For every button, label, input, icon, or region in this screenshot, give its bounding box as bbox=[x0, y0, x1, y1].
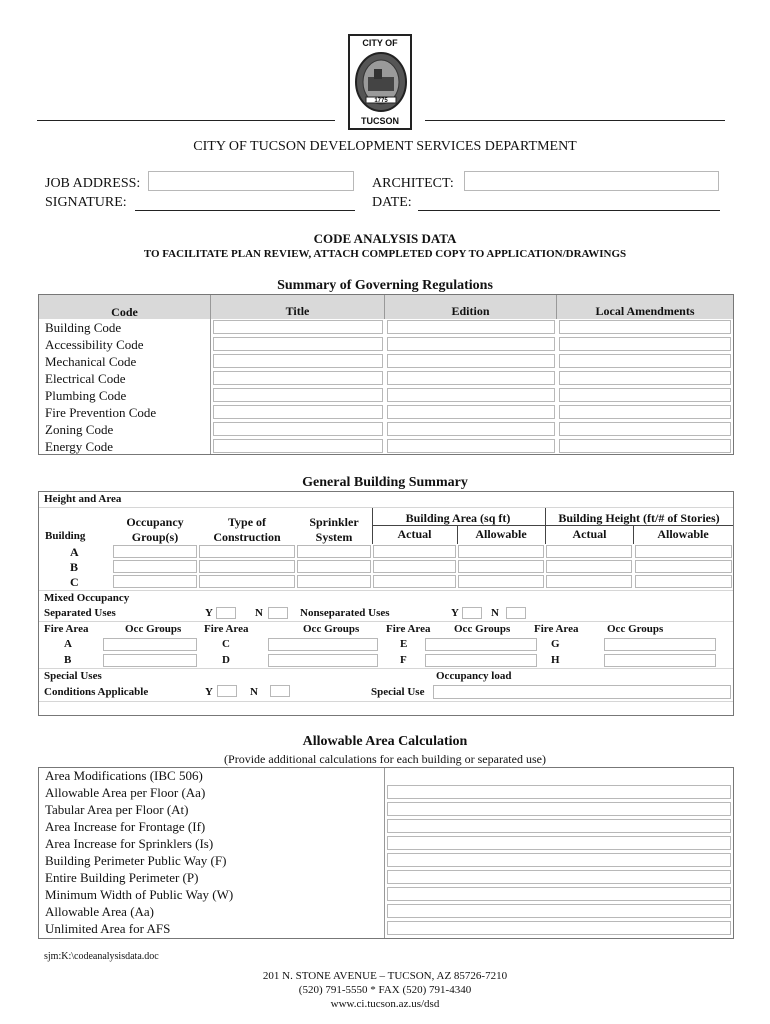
form-title: CODE ANALYSIS DATA bbox=[313, 231, 457, 246]
row-divider bbox=[39, 701, 733, 702]
regulations-heading: Summary of Governing Regulations bbox=[277, 278, 493, 293]
reg-edition-field[interactable] bbox=[387, 439, 555, 453]
reg-edition-field[interactable] bbox=[387, 405, 555, 419]
height-allowable: Allowable bbox=[657, 527, 709, 541]
occ-groups-col-2: Occ Groups bbox=[303, 623, 360, 635]
reg-row-label: Building Code bbox=[45, 320, 122, 335]
reg-title-field[interactable] bbox=[213, 422, 383, 436]
allowable-value-field[interactable] bbox=[387, 870, 731, 884]
fire-area-a-field[interactable] bbox=[103, 638, 197, 651]
fire-area-letter: G bbox=[551, 638, 560, 650]
conditions-y-label: Y bbox=[205, 686, 213, 698]
fire-area-b-field[interactable] bbox=[103, 654, 197, 667]
reg-row-label: Electrical Code bbox=[45, 371, 126, 386]
separated-n-label: N bbox=[255, 607, 263, 619]
fire-area-letter: A bbox=[64, 638, 72, 650]
fire-area-letter: C bbox=[222, 638, 230, 650]
col-system: System bbox=[315, 530, 353, 544]
row-divider bbox=[39, 621, 733, 622]
reg-edition-field[interactable] bbox=[387, 388, 555, 402]
city-seal-logo bbox=[348, 34, 412, 130]
area-allowable-field[interactable] bbox=[458, 575, 544, 588]
construction-field[interactable] bbox=[199, 575, 295, 588]
reg-title-field[interactable] bbox=[213, 371, 383, 385]
reg-amendment-field[interactable] bbox=[559, 320, 731, 334]
allowable-row-label: Minimum Width of Public Way (W) bbox=[45, 887, 234, 902]
area-allowable: Allowable bbox=[475, 527, 527, 541]
fire-area-h-field[interactable] bbox=[604, 654, 716, 667]
fire-area-col-1: Fire Area bbox=[44, 623, 89, 635]
reg-amendment-field[interactable] bbox=[559, 422, 731, 436]
reg-title-field[interactable] bbox=[213, 320, 383, 334]
file-reference: sjm:K:\codeanalysisdata.doc bbox=[44, 951, 159, 962]
reg-edition-field[interactable] bbox=[387, 371, 555, 385]
sprinkler-field[interactable] bbox=[297, 560, 371, 573]
special-use-label: Special Use bbox=[371, 686, 425, 698]
height-allowable-field[interactable] bbox=[635, 575, 732, 588]
job-address-field[interactable] bbox=[148, 171, 354, 191]
col-sprinkler: Sprinkler bbox=[309, 515, 359, 529]
allowable-value-field[interactable] bbox=[387, 904, 731, 918]
logo-rule-right bbox=[425, 120, 725, 121]
building-row-label: B bbox=[70, 560, 79, 574]
allowable-row-label: Tabular Area per Floor (At) bbox=[45, 802, 189, 817]
date-label: DATE: bbox=[372, 195, 412, 210]
area-actual: Actual bbox=[397, 527, 432, 541]
allowable-row-label: Area Increase for Sprinklers (Is) bbox=[45, 836, 214, 851]
fire-area-letter: F bbox=[400, 654, 407, 666]
area-actual-field[interactable] bbox=[373, 575, 456, 588]
allowable-row-label: Building Perimeter Public Way (F) bbox=[45, 853, 227, 868]
reg-row-label: Plumbing Code bbox=[45, 388, 127, 403]
reg-col-edition: Edition bbox=[451, 304, 490, 318]
footer-website[interactable]: www.ci.tucson.az.us/dsd bbox=[330, 998, 440, 1010]
sprinkler-field[interactable] bbox=[297, 545, 371, 558]
height-allowable-field[interactable] bbox=[635, 545, 732, 558]
special-use-field[interactable] bbox=[433, 685, 731, 699]
fire-area-col-3: Fire Area bbox=[386, 623, 431, 635]
reg-row-label: Fire Prevention Code bbox=[45, 405, 157, 420]
reg-amendment-field[interactable] bbox=[559, 405, 731, 419]
reg-edition-field[interactable] bbox=[387, 320, 555, 334]
height-actual-field[interactable] bbox=[546, 575, 632, 588]
height-allowable-field[interactable] bbox=[635, 560, 732, 573]
row-divider bbox=[39, 668, 733, 669]
sprinkler-field[interactable] bbox=[297, 575, 371, 588]
fire-area-d-field[interactable] bbox=[268, 654, 378, 667]
reg-edition-field[interactable] bbox=[387, 422, 555, 436]
reg-title-field[interactable] bbox=[213, 337, 383, 351]
building-row-label: A bbox=[70, 545, 79, 559]
fire-area-c-field[interactable] bbox=[268, 638, 378, 651]
logo-rule-left bbox=[37, 120, 335, 121]
reg-col-code: Code bbox=[111, 305, 138, 319]
building-row-label: C bbox=[70, 575, 79, 589]
reg-amendment-field[interactable] bbox=[559, 388, 731, 402]
reg-row-label: Zoning Code bbox=[45, 422, 114, 437]
col-building: Building bbox=[45, 530, 86, 542]
occupancy-field[interactable] bbox=[113, 560, 197, 573]
reg-title-field[interactable] bbox=[213, 405, 383, 419]
reg-col-title: Title bbox=[285, 304, 310, 318]
separated-no-checkbox[interactable] bbox=[268, 607, 288, 619]
fire-area-letter: B bbox=[64, 654, 72, 666]
architect-field[interactable] bbox=[464, 171, 719, 191]
nonseparated-no-checkbox[interactable] bbox=[506, 607, 526, 619]
fire-area-g-field[interactable] bbox=[604, 638, 716, 651]
allowable-value-field[interactable] bbox=[387, 921, 731, 935]
logo-top-text: CITY OF bbox=[362, 38, 398, 48]
fire-area-letter: E bbox=[400, 638, 408, 650]
allowable-row-label: Area Modifications (IBC 506) bbox=[45, 768, 203, 783]
signature-line[interactable] bbox=[135, 210, 355, 211]
building-heading: General Building Summary bbox=[302, 475, 468, 490]
col-construction: Construction bbox=[213, 530, 281, 544]
occupancy-field[interactable] bbox=[113, 575, 197, 588]
allowable-value-field[interactable] bbox=[387, 802, 731, 816]
signature-label: SIGNATURE: bbox=[45, 195, 127, 210]
reg-col-amendments: Local Amendments bbox=[595, 304, 695, 318]
conditions-no-checkbox[interactable] bbox=[270, 685, 290, 697]
header-divider bbox=[372, 525, 733, 526]
occ-groups-col-1: Occ Groups bbox=[125, 623, 182, 635]
fire-area-col-4: Fire Area bbox=[534, 623, 579, 635]
area-actual-field[interactable] bbox=[373, 560, 456, 573]
nonseparated-uses-label: Nonseparated Uses bbox=[300, 607, 390, 619]
reg-amendment-field[interactable] bbox=[559, 371, 731, 385]
occ-groups-col-4: Occ Groups bbox=[607, 623, 664, 635]
construction-field[interactable] bbox=[199, 560, 295, 573]
separated-yes-checkbox[interactable] bbox=[216, 607, 236, 619]
logo-bottom-text: TUCSON bbox=[361, 116, 399, 126]
reg-edition-field[interactable] bbox=[387, 337, 555, 351]
mixed-occupancy-label: Mixed Occupancy bbox=[44, 592, 130, 604]
allowable-value-field[interactable] bbox=[387, 785, 731, 799]
separated-uses-label: Separated Uses bbox=[44, 607, 116, 619]
allowable-value-field[interactable] bbox=[387, 853, 731, 867]
fire-area-letter: H bbox=[551, 654, 560, 666]
area-allowable-field[interactable] bbox=[458, 545, 544, 558]
occupancy-field[interactable] bbox=[113, 545, 197, 558]
architect-label: ARCHITECT: bbox=[372, 176, 454, 191]
reg-row-label: Energy Code bbox=[45, 439, 113, 454]
reg-title-field[interactable] bbox=[213, 354, 383, 368]
fire-area-e-field[interactable] bbox=[425, 638, 537, 651]
reg-amendment-field[interactable] bbox=[559, 439, 731, 453]
col-building-area: Building Area (sq ft) bbox=[405, 511, 511, 525]
nonseparated-n-label: N bbox=[491, 607, 499, 619]
allowable-row-label: Area Increase for Frontage (If) bbox=[45, 819, 206, 834]
footer-phone: (520) 791-5550 * FAX (520) 791-4340 bbox=[298, 984, 472, 996]
occ-groups-col-3: Occ Groups bbox=[454, 623, 511, 635]
construction-field[interactable] bbox=[199, 545, 295, 558]
allowable-value-field[interactable] bbox=[387, 819, 731, 833]
height-actual-field[interactable] bbox=[546, 545, 632, 558]
allowable-col-divider bbox=[384, 768, 385, 938]
area-allowable-field[interactable] bbox=[458, 560, 544, 573]
col-groups: Group(s) bbox=[131, 530, 179, 544]
allowable-row-label: Entire Building Perimeter (P) bbox=[45, 870, 199, 885]
form-subtitle: TO FACILITATE PLAN REVIEW, ATTACH COMPLETED COPY TO APPLICATION/DRAWINGS bbox=[143, 248, 627, 260]
conditions-applicable-label: Conditions Applicable bbox=[44, 686, 149, 698]
fire-area-letter: D bbox=[222, 654, 230, 666]
special-uses-label: Special Uses bbox=[44, 670, 102, 682]
fire-area-col-2: Fire Area bbox=[204, 623, 249, 635]
reg-row-label: Mechanical Code bbox=[45, 354, 137, 369]
date-line[interactable] bbox=[418, 210, 720, 211]
col-occupancy: Occupancy bbox=[126, 515, 184, 529]
reg-amendment-field[interactable] bbox=[559, 337, 731, 351]
area-actual-field[interactable] bbox=[373, 545, 456, 558]
allowable-row-label: Allowable Area per Floor (Aa) bbox=[45, 785, 206, 800]
allowable-row-label: Allowable Area (Aa) bbox=[45, 904, 155, 919]
reg-edition-field[interactable] bbox=[387, 354, 555, 368]
reg-title-field[interactable] bbox=[213, 388, 383, 402]
separated-y-label: Y bbox=[205, 607, 213, 619]
allowable-heading: Allowable Area Calculation bbox=[302, 734, 468, 749]
allowable-note: (Provide additional calculations for each building or separated use) bbox=[224, 752, 546, 766]
conditions-yes-checkbox[interactable] bbox=[217, 685, 237, 697]
allowable-value-field[interactable] bbox=[387, 836, 731, 850]
height-actual-field[interactable] bbox=[546, 560, 632, 573]
department-title: CITY OF TUCSON DEVELOPMENT SERVICES DEPARTMENT bbox=[193, 139, 577, 154]
job-address-label: JOB ADDRESS: bbox=[45, 176, 141, 191]
conditions-n-label: N bbox=[250, 686, 258, 698]
col-type: Type of bbox=[227, 515, 267, 529]
logo-year: 1775 bbox=[374, 98, 388, 104]
row-divider bbox=[39, 590, 733, 591]
nonseparated-yes-checkbox[interactable] bbox=[462, 607, 482, 619]
col-building-height: Building Height (ft/# of Stories) bbox=[558, 511, 720, 525]
reg-title-field[interactable] bbox=[213, 439, 383, 453]
fire-area-f-field[interactable] bbox=[425, 654, 537, 667]
footer-address: 201 N. STONE AVENUE – TUCSON, AZ 85726-7210 bbox=[262, 970, 508, 982]
nonseparated-y-label: Y bbox=[451, 607, 459, 619]
row-divider bbox=[39, 507, 733, 508]
allowable-value-field[interactable] bbox=[387, 887, 731, 901]
reg-amendment-field[interactable] bbox=[559, 354, 731, 368]
height-actual: Actual bbox=[572, 527, 607, 541]
height-area-label: Height and Area bbox=[44, 493, 122, 505]
allowable-row-label: Unlimited Area for AFS bbox=[45, 921, 171, 936]
occupancy-load-label: Occupancy load bbox=[436, 670, 512, 682]
reg-row-label: Accessibility Code bbox=[45, 337, 144, 352]
